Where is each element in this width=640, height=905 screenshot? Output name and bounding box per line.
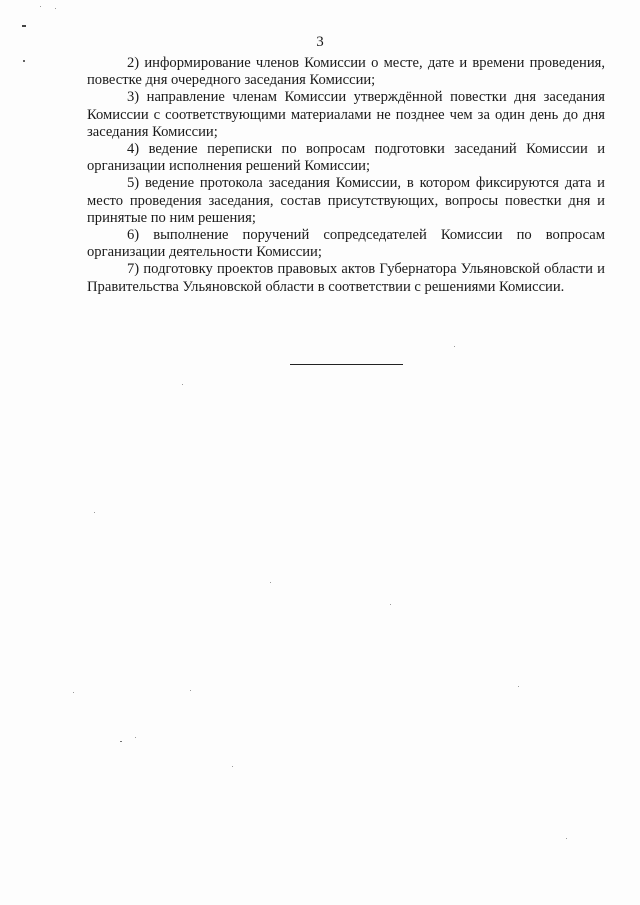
scan-speck (23, 60, 25, 62)
list-item: 6) выполнение поручений сопредседателей Комиссии по вопросам организации деятельности Комиссии; (87, 227, 605, 261)
scan-speck (94, 512, 95, 513)
scan-speck (190, 690, 191, 691)
scan-speck (566, 838, 567, 839)
document-body (87, 55, 605, 296)
end-separator-line (290, 364, 403, 365)
scan-speck (135, 737, 136, 738)
scan-speck (22, 25, 26, 27)
scan-speck (120, 741, 122, 742)
scan-speck (518, 686, 519, 687)
scan-speck (182, 384, 183, 385)
list-item: 5) ведение протокола заседания Комиссии, в котором фиксируются дата и место проведения заседания, состав присутствующих, вопросы повестки дня и принятые по ним решения; (87, 175, 605, 226)
scan-speck (270, 582, 271, 583)
scan-speck (55, 8, 56, 9)
scan-speck (73, 692, 74, 693)
list-item: 3) направление членам Комиссии утверждённой повестки дня заседания Комиссии с соответствующими материалами не позднее чем за один день до дня заседания Комиссии; (87, 89, 605, 140)
scan-speck (454, 346, 455, 347)
list-item: 4) ведение переписки по вопросам подготовки заседаний Комиссии и организации исполнения решений Комиссии; (87, 141, 605, 175)
page-number: 3 (316, 34, 324, 50)
scan-speck (40, 6, 41, 7)
scan-speck (390, 604, 391, 605)
list-item: 7) подготовку проектов правовых актов Губернатора Ульяновской области и Правительства Ульяновской области в соответствии с решениями Комиссии. (87, 261, 605, 295)
scan-speck (232, 766, 233, 767)
list-item: 2) информирование членов Комиссии о месте, дате и времени проведения, повестке дня очередного заседания Комиссии; (87, 55, 605, 89)
